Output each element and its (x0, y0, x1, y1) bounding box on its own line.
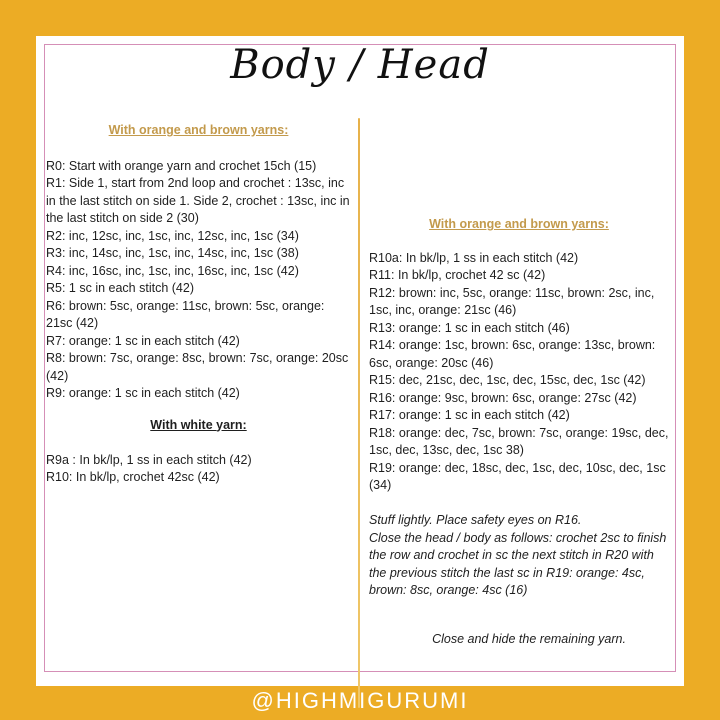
note-text: Close the head / body as follows: crochet 2sc to finish the row and crochet in sc the next stitch in R20 with the previous stitch the last sc in R19: orange: 4sc, brown: 8sc, orange: 4sc (16) (369, 530, 667, 597)
row-text: R9a : In bk/lp, 1 ss in each stitch (42) (46, 452, 252, 467)
row-text: R19: orange: dec, 18sc, dec, 1sc, dec, 10sc, dec, 1sc (34) (369, 460, 666, 492)
footer-handle: @HIGHMIGURUMI (251, 688, 469, 713)
right-heading-orange-brown: With orange and brown yarns: (429, 217, 609, 231)
left-column (46, 122, 351, 487)
row-text: R3: inc, 14sc, inc, 1sc, inc, 14sc, inc, 1sc (38) (46, 246, 299, 260)
row-text: R12: brown: inc, 5sc, orange: 11sc, brown: 2sc, inc, 1sc, inc, orange: 21sc (46) (369, 285, 655, 317)
row-text: R2: inc, 12sc, inc, 1sc, inc, 12sc, inc, 1sc (34) (46, 228, 299, 243)
row-text: R4: inc, 16sc, inc, 1sc, inc, 16sc, inc, 1sc (42) (46, 263, 299, 278)
right-column (369, 216, 669, 649)
row-text: R7: orange: 1 sc in each stitch (42) (46, 333, 240, 348)
row-text: R13: orange: 1 sc in each stitch (46) (369, 320, 570, 335)
row-text: R0: Start with orange yarn and crochet 15ch (15) (46, 158, 317, 173)
row-text: R6: brown: 5sc, orange: 11sc, brown: 5sc, orange: 21sc (42) (46, 298, 325, 330)
row-text: R14: orange: 1sc, brown: 6sc, orange: 13sc, brown: 6sc, orange: 20sc (46) (369, 338, 656, 370)
stuffing-notes (369, 512, 669, 600)
note-text: Stuff lightly. Place safety eyes on R16. (369, 513, 582, 527)
right-rows (369, 250, 669, 495)
row-text: R17: orange: 1 sc in each stitch (42) (369, 408, 570, 422)
closing-note: Close and hide the remaining yarn. (432, 632, 626, 646)
pattern-card (36, 36, 684, 686)
page-title: Body / Head (230, 42, 490, 88)
row-text: R10: In bk/lp, crochet 42sc (42) (46, 470, 220, 484)
row-text: R8: brown: 7sc, orange: 8sc, brown: 7sc, orange: 20sc (42) (46, 351, 349, 383)
row-text: R18: orange: dec, 7sc, brown: 7sc, orange: 19sc, dec, 1sc, dec, 13sc, dec, 1sc 38) (369, 425, 669, 457)
column-divider (358, 118, 360, 708)
left-heading-orange-brown: With orange and brown yarns: (108, 123, 289, 137)
left-rows (46, 158, 351, 403)
row-text: R11: In bk/lp, crochet 42 sc (42) (369, 268, 546, 282)
row-text: R10a: In bk/lp, 1 ss in each stitch (42) (369, 250, 579, 265)
left-heading-white: With white yarn: (150, 417, 247, 432)
row-text: R1: Side 1, start from 2nd loop and crochet : 13sc, inc in the last stitch on side 1. Side 2, crochet : 13sc, inc in the last stitch on side 2 (30) (46, 176, 350, 225)
row-text: R16: orange: 9sc, brown: 6sc, orange: 27sc (42) (369, 390, 637, 405)
row-text: R5: 1 sc in each stitch (42) (46, 281, 194, 295)
row-text: R15: dec, 21sc, dec, 1sc, dec, 15sc, dec, 1sc (42) (369, 373, 646, 387)
left-rows-white (46, 452, 351, 487)
row-text: R9: orange: 1 sc in each stitch (42) (46, 386, 240, 400)
